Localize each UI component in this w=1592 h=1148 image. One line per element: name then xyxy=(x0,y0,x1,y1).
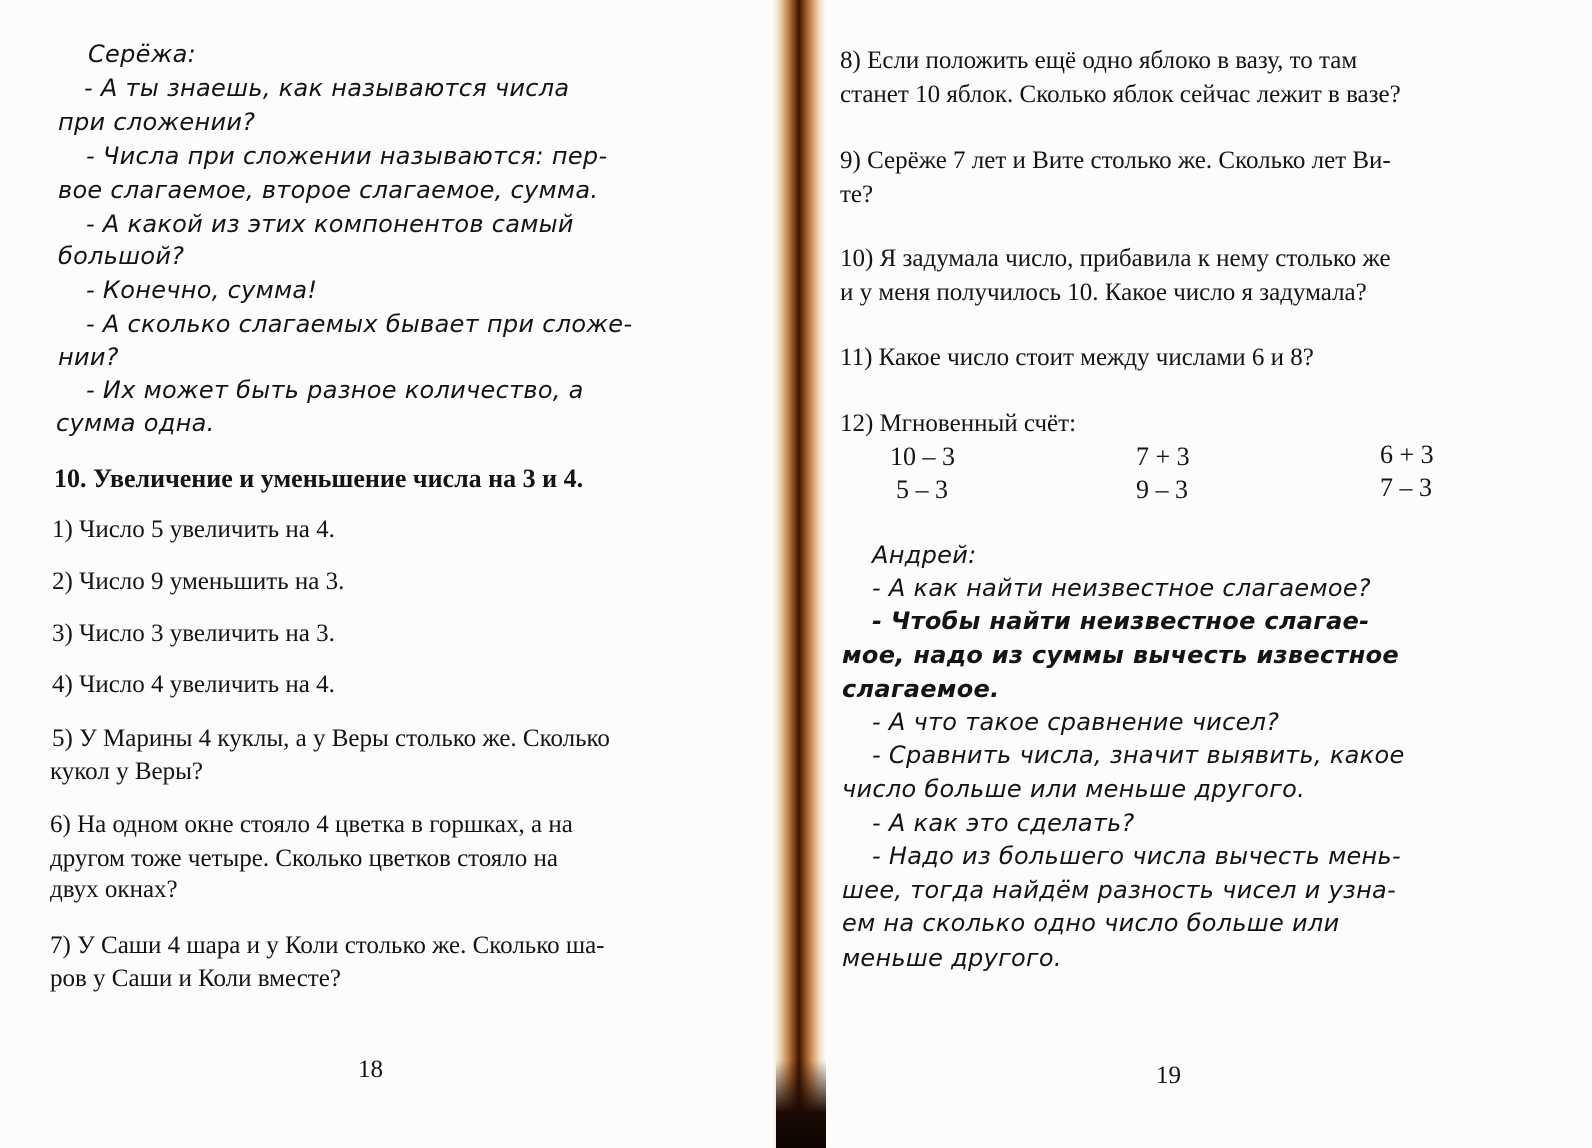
task-item: 3) Число 3 увеличить на 3. xyxy=(52,620,335,647)
task-item-continuation: двух окнах? xyxy=(50,876,178,903)
page-number: 18 xyxy=(358,1056,383,1083)
dialogue-line: нии? xyxy=(58,343,119,371)
dialogue-line: - Сравнить числа, значит выявить, какое xyxy=(872,741,1405,769)
dialogue-line: - А сколько слагаемых бывает при сложе- xyxy=(86,310,633,338)
dialogue-line: - Их может быть разное количество, а xyxy=(86,376,584,404)
task-item-continuation: кукол у Веры? xyxy=(50,758,203,785)
dialogue-line: ем на сколько одно число больше или xyxy=(842,909,1340,937)
task-item: 8) Если положить ещё одно яблоко в вазу, то там xyxy=(840,47,1358,74)
dialogue-line: меньше другого. xyxy=(842,944,1062,972)
expression: 9 – 3 xyxy=(1136,475,1188,504)
dialogue-line: - А как найти неизвестное слагаемое? xyxy=(872,574,1371,602)
task-item-continuation: ров у Саши и Коли вместе? xyxy=(50,965,341,992)
dialogue-line: сумма одна. xyxy=(56,409,215,437)
section-title: 10. Увеличение и уменьшение числа на 3 и 4. xyxy=(54,464,584,493)
task-item: 7) У Саши 4 шара и у Коли столько же. Сколько ша- xyxy=(50,932,605,959)
task-item-continuation: те? xyxy=(840,181,874,208)
dialogue-line: - Конечно, сумма! xyxy=(86,276,318,304)
task-item: 11) Какое число стоит между числами 6 и 8? xyxy=(840,344,1314,371)
dialogue-line: - А ты знаешь, как называются числа xyxy=(84,74,570,102)
task-item: 9) Серёже 7 лет и Вите столько же. Сколько лет Ви- xyxy=(840,147,1391,174)
dialogue-line: - Числа при сложении называются: пер- xyxy=(86,142,608,170)
speaker-name: Серёжа: xyxy=(88,40,197,68)
book-spine xyxy=(772,0,826,1148)
book-spine-shadow xyxy=(776,1060,826,1148)
task-item: 4) Число 4 увеличить на 4. xyxy=(52,671,335,698)
task-item: 10) Я задумала число, прибавила к нему столько же xyxy=(840,245,1391,272)
task-item: 1) Число 5 увеличить на 4. xyxy=(52,516,335,543)
dialogue-line: - А как это сделать? xyxy=(872,809,1135,837)
dialogue-line: при сложении? xyxy=(58,108,256,136)
expression: 7 – 3 xyxy=(1380,473,1432,502)
dialogue-line: большой? xyxy=(58,242,185,270)
dialogue-line: вое слагаемое, второе слагаемое, сумма. xyxy=(58,176,599,204)
dialogue-line: - Надо из большего числа вычесть мень- xyxy=(872,842,1401,870)
expression: 10 – 3 xyxy=(890,442,955,471)
expression: 5 – 3 xyxy=(896,475,948,504)
task-item-continuation: и у меня получилось 10. Какое число я задумала? xyxy=(840,279,1367,306)
rule-text: - Чтобы найти неизвестное слагае- xyxy=(872,607,1370,635)
dialogue-line: - А какой из этих компонентов самый xyxy=(86,210,574,238)
rule-text: слагаемое. xyxy=(842,675,1000,703)
expression: 7 + 3 xyxy=(1136,442,1190,471)
dialogue-line: число больше или меньше другого. xyxy=(842,775,1306,803)
task-item: 2) Число 9 уменьшить на 3. xyxy=(52,568,345,595)
quick-count-label: 12) Мгновенный счёт: xyxy=(840,410,1077,437)
page-number: 19 xyxy=(1156,1062,1181,1089)
speaker-name: Андрей: xyxy=(872,541,977,569)
task-item: 6) На одном окне стояло 4 цветка в горшках, а на xyxy=(50,811,573,838)
task-item: 5) У Марины 4 куклы, а у Веры столько же. Сколько xyxy=(52,725,610,752)
rule-text: мое, надо из суммы вычесть известное xyxy=(842,641,1399,669)
dialogue-line: шее, тогда найдём разность чисел и узна- xyxy=(842,876,1397,904)
dialogue-line: - А что такое сравнение чисел? xyxy=(872,708,1280,736)
task-item-continuation: другом тоже четыре. Сколько цветков стояло на xyxy=(50,845,558,872)
task-item-continuation: станет 10 яблок. Сколько яблок сейчас лежит в вазе? xyxy=(840,81,1401,108)
expression: 6 + 3 xyxy=(1380,440,1434,469)
